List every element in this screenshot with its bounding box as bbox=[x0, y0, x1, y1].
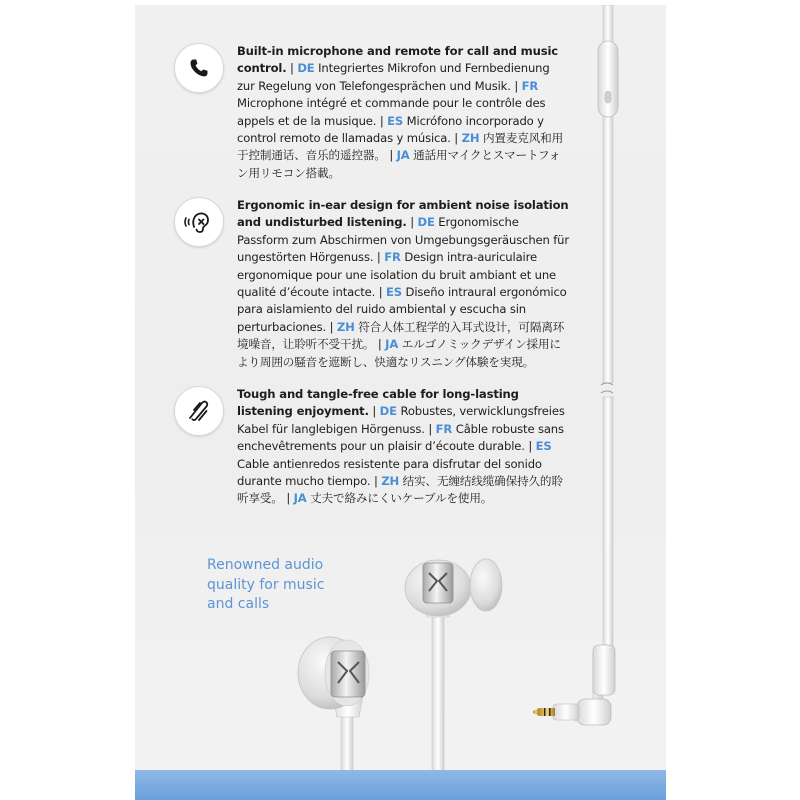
feature-title: Built-in microphone and remote for call and music control. bbox=[237, 44, 559, 76]
promo-tagline: Renowned audio quality for music and calls bbox=[207, 557, 325, 612]
lang-code: DE bbox=[417, 215, 435, 230]
audio-jack bbox=[533, 645, 615, 725]
right-earbud bbox=[405, 559, 502, 800]
lang-text: Cable antienredos resistente para disfrutar del sonido durante mucho tiempo. bbox=[237, 456, 542, 489]
lang-code: FR bbox=[435, 421, 453, 436]
lang-text: 内置麦克风和用于控制通话、音乐的遥控器。 bbox=[237, 131, 564, 163]
feature-text: Built-in microphone and remote for call and music control. | DE Integriertes Mikrofon und Fernbedienung zur Regelung von Telefongesprächen und Musik. | FR Microphone intégré et commande pour le contrôle des appels et de la musique. | ES Micrófono incorporado y control remoto de llamadas y música. | ZH 内置麦克风和用于控制通话、音乐的遥控器。 | JA 通話用マイクとスマートフォン用リモコン搭載。 bbox=[237, 44, 564, 180]
lang-code: JA bbox=[293, 491, 307, 506]
tangle-free-cable-icon bbox=[174, 386, 224, 436]
lang-code: ZH bbox=[381, 474, 400, 489]
lang-text: 符合人体工程学的入耳式设计，可隔离环境噪音，让聆听不受干扰。 bbox=[237, 319, 565, 352]
lang-text: Ergonomische Passform zum Abschirmen von Umgebungsgeräuschen für ungestörten Hörgenuss. bbox=[237, 215, 569, 265]
lang-text: Micrófono incorporado y control remoto de llamadas y música. bbox=[237, 113, 544, 146]
phone-icon bbox=[174, 43, 224, 93]
lang-text: 通話用マイクとスマートフォン用リモコン搭載。 bbox=[237, 148, 561, 180]
lang-code: ZH bbox=[336, 319, 355, 334]
feature-text: Ergonomic in-ear design for ambient noise isolation and undisturbed listening. | DE Ergonomische Passform zum Abschirmen von Umgebungsgeräuschen für ungestörten Hörgenuss. | FR Design intra-auriculaire ergonomique pour une isolation du bruit ambiant et une qualité d’écoute intacte. | ES Diseño intraural ergonómico para aislamiento del ruido ambiental y escucha sin perturbaciones. | ZH 符合人体工程学的入耳式设计，可隔离环境噪音，让聆听不受干扰。 | JA エルゴノミックデザイン採用により周囲の騒音を遮断し、快適なリスニング体験を実現。 bbox=[237, 198, 569, 369]
feature-title: Tough and tangle-free cable for long-lasting listening enjoyment. bbox=[237, 387, 519, 419]
lang-code: JA bbox=[396, 148, 410, 163]
lang-text: Robustes, verwicklungsfreies Kabel für langlebigen Hörgenuss. bbox=[237, 404, 565, 436]
feature-title: Ergonomic in-ear design for ambient noise isolation and undisturbed listening. bbox=[237, 198, 569, 230]
lang-code: FR bbox=[521, 78, 539, 93]
lang-code: FR bbox=[384, 250, 401, 265]
feature-text: Tough and tangle-free cable for long-lasting listening enjoyment. | DE Robustes, verwicklungsfreies Kabel für langlebigen Hörgenuss. | FR Câble robuste sans enchevêtrements pour un plaisir d’écoute durable. | ES Cable antienredos resistente para disfrutar del sonido durante mucho tiempo. | ZH 结实、无缠结线缆确保持久的聆听享受。 | JA 丈夫で絡みにくいケーブルを使用。 bbox=[237, 387, 565, 506]
lang-code: DE bbox=[379, 404, 397, 419]
lang-code: DE bbox=[297, 61, 315, 76]
lang-code: ES bbox=[535, 439, 552, 454]
lang-code: ZH bbox=[461, 131, 480, 146]
lang-text: エルゴノミックデザイン採用により周囲の騒音を遮断し、快適なリスニング体験を実現。 bbox=[237, 337, 561, 369]
lang-code: JA bbox=[385, 337, 399, 352]
lang-text: Câble robuste sans enchevêtrements pour un plaisir d’écoute durable. bbox=[237, 421, 564, 454]
lang-text: Design intra-auriculaire ergonomique pour une isolation du bruit ambiant et une qualité d’écoute intacte. bbox=[237, 250, 557, 300]
bottom-color-band bbox=[135, 770, 666, 800]
lang-code: ES bbox=[387, 113, 404, 128]
lang-text: Microphone intégré et commande pour le contrôle des appels et de la musique. bbox=[237, 96, 546, 128]
lang-text: Diseño intraural ergonómico para aislamiento del ruido ambiental y escucha sin perturbaciones. bbox=[237, 285, 567, 334]
lang-text: 丈夫で絡みにくいケーブルを使用。 bbox=[310, 491, 493, 506]
ear-noise-isolation-icon bbox=[174, 197, 224, 247]
lang-text: Integriertes Mikrofon und Fernbedienung zur Regelung von Telefongesprächen und Musik. bbox=[237, 61, 550, 93]
lang-text: 结实、无缠结线缆确保持久的聆听享受。 bbox=[237, 474, 563, 506]
lang-code: ES bbox=[386, 285, 402, 300]
inline-remote bbox=[598, 41, 618, 117]
